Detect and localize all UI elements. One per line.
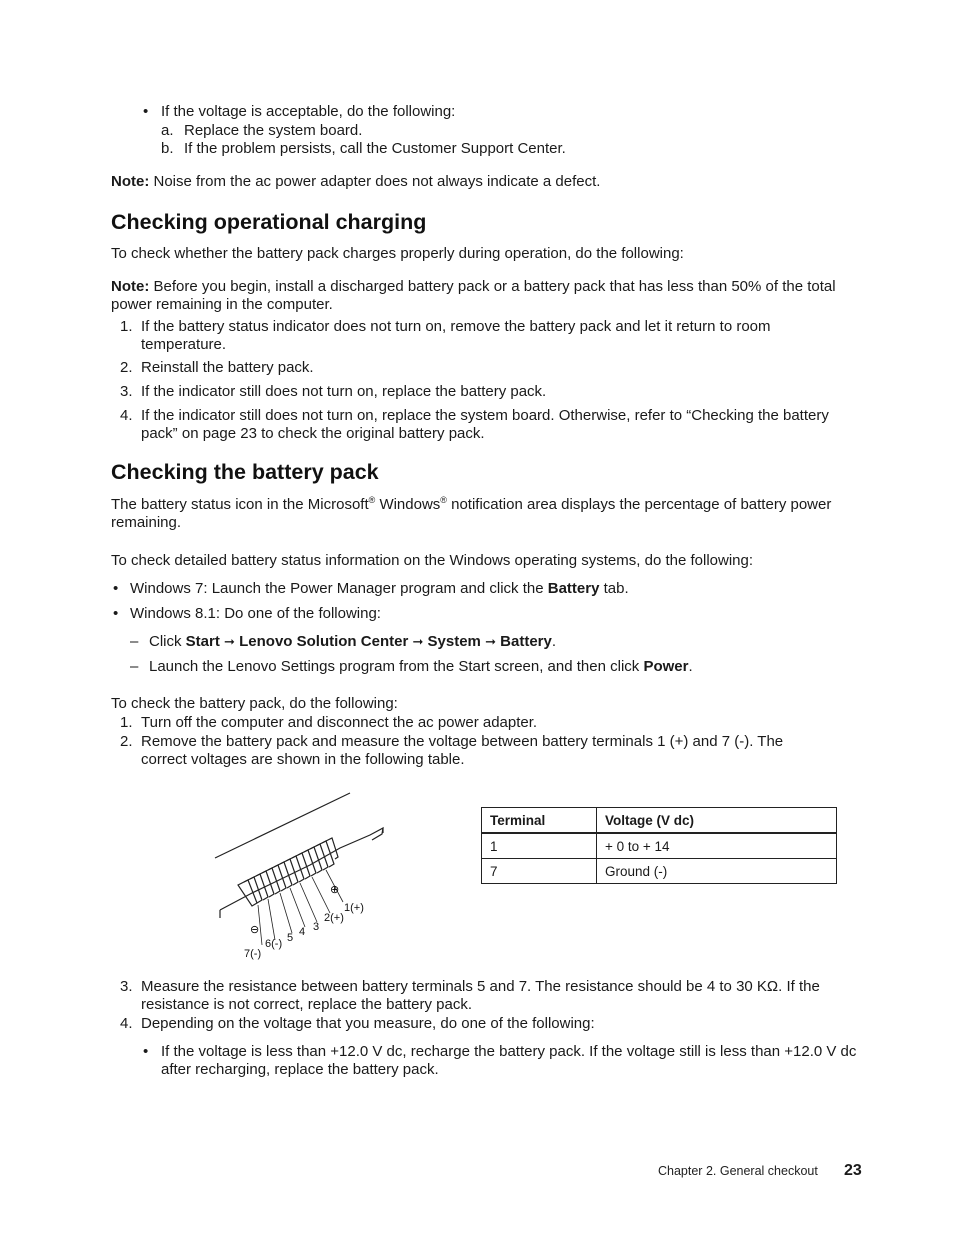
table-header-cell: Voltage (V dc) <box>597 808 837 834</box>
note-text: Noise from the ac power adapter does not always indicate a defect. <box>153 173 601 190</box>
bullet-marker: • <box>143 1043 149 1060</box>
list-number: 1. <box>120 318 133 335</box>
bullet-marker: • <box>113 605 119 622</box>
page-number: 23 <box>844 1162 862 1179</box>
step-marker: b. <box>161 140 174 157</box>
arrow-right-icon: ➞ <box>224 634 235 649</box>
step-text: Replace the system board. <box>184 122 363 139</box>
battery-housing-outline <box>220 828 383 910</box>
intro-text: The battery status icon in the Microsoft <box>111 496 369 513</box>
step-text: If the problem persists, call the Customer Support Center. <box>184 140 566 157</box>
path-step: Lenovo Solution Center <box>239 633 409 650</box>
dash-marker: – <box>130 633 139 650</box>
table-row <box>482 833 837 859</box>
battery-terminal-diagram <box>200 785 400 965</box>
click-text: Click <box>149 633 182 650</box>
list-item: Reinstall the battery pack. <box>141 359 314 376</box>
list-number: 3. <box>120 383 133 400</box>
registered-mark: ® <box>368 495 376 505</box>
check-intro: To check the battery pack, do the following: <box>111 695 398 712</box>
path-step: Start <box>185 633 220 650</box>
bullet-text: If the voltage is less than +12.0 V dc, recharge the battery pack. If the voltage still is less than +12.0 V dc after recharging, replace the battery pack. <box>161 1043 857 1078</box>
table-cell: Ground (-) <box>597 859 837 884</box>
detail-intro: To check detailed battery status information on the Windows operating systems, do the following: <box>111 552 754 569</box>
intro-paragraph <box>111 496 846 532</box>
section-intro: To check whether the battery pack charges properly during operation, do the following: <box>111 245 684 262</box>
plus-symbol: ⊕ <box>330 884 340 896</box>
note-paragraph <box>111 278 856 314</box>
power-label: Power <box>643 658 689 675</box>
section-heading: Checking operational charging <box>111 210 427 234</box>
arrow-right-icon: ➞ <box>485 634 496 649</box>
list-item: If the indicator still does not turn on, replace the battery pack. <box>141 383 547 400</box>
table-header-row <box>482 808 837 834</box>
list-number: 2. <box>120 359 133 376</box>
terminal-label: 6(-) <box>265 938 283 950</box>
note-label: Note: <box>111 278 150 295</box>
terminal-label: 5 <box>287 932 294 944</box>
path-step: System <box>427 633 481 650</box>
minus-symbol: ⊖ <box>250 924 260 936</box>
terminal-blades <box>238 838 338 906</box>
step-marker: a. <box>161 122 174 139</box>
table-cell: + 0 to + 14 <box>597 833 837 859</box>
table-cell: 1 <box>482 833 597 859</box>
list-item: If the battery status indicator does not turn on, remove the battery pack and let it return to room temperature. <box>141 318 771 353</box>
list-item: Depending on the voltage that you measure, do one of the following: <box>141 1015 595 1032</box>
punct: . <box>688 658 693 675</box>
list-number: 1. <box>120 714 133 731</box>
battery-tab-label: Battery <box>547 580 600 597</box>
section-heading: Checking the battery pack <box>111 460 379 484</box>
punct: . <box>551 633 557 650</box>
terminal-label: 1(+) <box>344 902 364 914</box>
list-item: Turn off the computer and disconnect the ac power adapter. <box>141 714 538 731</box>
list-number: 4. <box>120 407 133 424</box>
terminal-label: 3 <box>313 921 320 933</box>
path-step: Battery <box>500 633 552 650</box>
dash-item <box>149 658 693 676</box>
note-label: Note: <box>111 173 150 190</box>
list-item: If the indicator still does not turn on, replace the system board. Otherwise, refer to “Checking the battery pack” on page 23 to check the original battery pack. <box>141 407 829 442</box>
list-item: Remove the battery pack and measure the voltage between battery terminals 1 (+) and 7 (-). The correct voltages are shown in the following table. <box>141 733 784 768</box>
list-number: 4. <box>120 1015 133 1032</box>
note-text: Before you begin, install a discharged battery pack or a battery pack that has less than 50% of the total power remaining in the computer. <box>111 278 836 313</box>
dash-marker: – <box>130 658 139 675</box>
arrow-right-icon: ➞ <box>412 634 424 649</box>
list-number: 2. <box>120 733 133 750</box>
list-item: Measure the resistance between battery terminals 5 and 7. The resistance should be 4 to 30 KΩ. If the resistance is not correct, replace the battery pack. <box>141 978 820 1013</box>
bullet-marker: • <box>143 103 149 120</box>
battery-edge-line <box>215 793 350 858</box>
bullet-marker: • <box>113 580 119 597</box>
intro-text: Windows <box>379 496 441 513</box>
voltage-table <box>481 807 837 884</box>
note-paragraph <box>111 173 871 191</box>
intro-text: notification area displays the percentage of battery power remaining. <box>111 496 832 531</box>
dash-item <box>149 633 556 651</box>
bullet-text <box>130 580 629 598</box>
registered-mark: ® <box>440 495 447 505</box>
table-row <box>482 859 837 884</box>
terminal-label: 2(+) <box>324 912 344 924</box>
bullet-text: Windows 8.1: Do one of the following: <box>130 605 381 622</box>
bullet-text: If the voltage is acceptable, do the following: <box>161 103 456 120</box>
launch-text: Launch the Lenovo Settings program from the Start screen, and then click <box>149 658 640 675</box>
win7-text: Windows 7: Launch the Power Manager program and click the <box>130 580 544 597</box>
terminal-label: 4 <box>299 926 306 938</box>
table-cell: 7 <box>482 859 597 884</box>
list-number: 3. <box>120 978 133 995</box>
win7-text: tab. <box>603 580 629 597</box>
table-header-cell: Terminal <box>482 808 597 834</box>
terminal-label: 7(-) <box>244 948 262 960</box>
footer-chapter: Chapter 2. General checkout <box>658 1164 818 1178</box>
